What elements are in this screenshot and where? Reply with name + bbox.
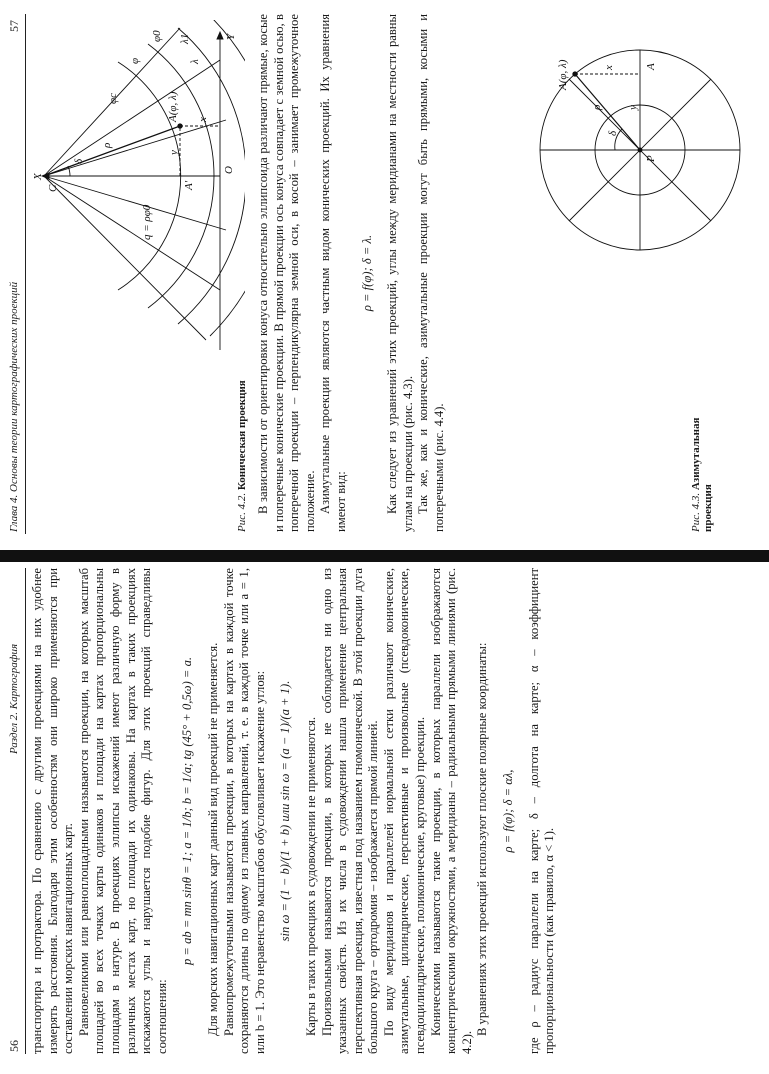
fig2-label: φ0 bbox=[151, 30, 163, 42]
paragraph: Коническими называются такие проекции, в которых параллели изображаются концентрическими окружностями, а меридианы – радиальными прямыми линиями (рис. 4.2). bbox=[428, 568, 474, 1054]
fig2-label: φ bbox=[129, 57, 141, 64]
figure-caption bbox=[690, 382, 714, 532]
fig3-label: δ bbox=[607, 130, 619, 136]
fig2-label: C bbox=[47, 184, 59, 192]
paragraph: транспортира и протрактора. По сравнению с другими проекциями на них удобнее измерять расстояния. Благодаря этим особенностям они широко применяются при составлении морских навигационных карт. bbox=[30, 568, 76, 1054]
left-page bbox=[0, 562, 769, 1074]
meridian-line bbox=[44, 120, 226, 176]
caption-number: Рис. 4.3. bbox=[690, 492, 702, 532]
figure-caption bbox=[236, 380, 248, 532]
fig3-label: A bbox=[645, 63, 657, 70]
caption-title: Азимутальная проекция bbox=[690, 417, 714, 532]
paragraph: Для морских навигационных карт данный вид проекций не применяется. bbox=[205, 642, 220, 1036]
fig3-label: A(φ, λ) bbox=[557, 59, 569, 90]
point-a bbox=[178, 124, 182, 128]
fig3-label: x bbox=[603, 65, 615, 70]
formula: ρ = f(φ); δ = αλ, bbox=[501, 769, 516, 853]
fig2-label: ρ bbox=[101, 142, 113, 148]
formula: p = ab = mn sinθ = 1; a = 1/b; b = 1/a; tg (45° + 0,5ω) = a. bbox=[180, 656, 195, 966]
fig2-label: x bbox=[197, 117, 209, 122]
fig3-label: ρ bbox=[591, 104, 603, 110]
paragraph: По виду меридианов и параллелей нормальной сетки различают конические, азимутальные, цилиндрические, перспективные и произвольные (псевдоконические, псевдоцилиндрические, поликонические, круговые) проекции. bbox=[381, 568, 428, 1054]
fig2-label: A' bbox=[183, 180, 195, 190]
paragraph: Карты в таких проекциях в судовождении не применяются. bbox=[303, 716, 318, 1036]
paragraph: Так же, как и конические, азимутальные проекции могут быть прямыми, косыми и поперечными (рис. 4.4). bbox=[416, 14, 446, 532]
meridian-line bbox=[44, 176, 220, 290]
figure-azimuthal-projection bbox=[520, 30, 760, 270]
paragraph: Азимутальные проекции являются частным видом конических проекций. Их уравнения имеют вид: bbox=[318, 14, 348, 532]
page-number: 57 bbox=[7, 20, 21, 32]
angle-delta-arc bbox=[68, 166, 70, 176]
fig2-label: Y bbox=[225, 33, 237, 40]
fig2-label: A(φ, λ) bbox=[167, 91, 179, 122]
paragraph: Равнопромежуточными называются проекции, в которых на картах в каждой точке сохраняются длины по одному из главных направлений, т. е. в каждой точке или a = 1, или b = 1. Это неравенство масштабов обусловливает искажение углов: bbox=[221, 568, 267, 1054]
fig2-label: X bbox=[32, 173, 44, 180]
radius-rho bbox=[44, 126, 180, 176]
paragraph: В зависимости от ориентировки конуса относительно эллипсоида различают прямые, косые и поперечные конические проекции. В прямой проекции ось конуса совпадает с земной осью, в поперечной проекции – перпендикулярна земной оси, в косой – занимает промежуточное положение. bbox=[256, 14, 317, 532]
fig3-label: P bbox=[645, 155, 657, 162]
point-a bbox=[573, 72, 577, 76]
meridian-line bbox=[44, 176, 206, 340]
paragraph: Равновеликими или равноплощадными называются проекции, на которых масштаб площадей во всех точках карты одинаков и площади на картах пропорциональны площадям в натуре. В проекциях эллипсы искажений имеют различную форму в различных местах карт, но площади их одинаковы. На картах в таких проекциях искажаются углы и нарушается подобие фигур. Для этих проекций справедливы соотношения: bbox=[76, 568, 169, 1054]
meridian-line bbox=[44, 57, 220, 176]
left-body bbox=[30, 568, 558, 1054]
fig2-label: O bbox=[223, 166, 235, 174]
parallel-arc bbox=[210, 20, 245, 336]
running-header: Раздел 2. Картография bbox=[8, 643, 20, 754]
paragraph: В уравнениях этих проекций используют плоские полярные координаты: bbox=[475, 642, 490, 1036]
right-body bbox=[256, 14, 448, 532]
y-axis-arrow bbox=[217, 32, 223, 39]
book-binding bbox=[0, 550, 769, 562]
fig2-label: q = ρφ0 bbox=[141, 204, 153, 240]
radius-rho bbox=[575, 74, 640, 150]
header-rule bbox=[25, 568, 26, 1054]
page-number: 56 bbox=[7, 1040, 21, 1052]
formula: ρ = f(φ); δ = λ. bbox=[359, 234, 374, 312]
fig3-label: y bbox=[627, 105, 639, 110]
running-header: Глава 4. Основы теории картографических проекций bbox=[8, 281, 20, 532]
paragraph: где ρ – радиус параллели на карте; δ – долгота на карте; α – коэффициент пропорциональности (как правило, α < 1). bbox=[526, 568, 557, 1054]
fig2-label: λ bbox=[189, 59, 201, 64]
figure-conic-projection bbox=[30, 20, 245, 360]
header-rule bbox=[25, 14, 26, 534]
fig2-label: δ bbox=[73, 158, 85, 164]
caption-title: Коническая проекция bbox=[236, 380, 248, 491]
fig2-label: y bbox=[168, 150, 180, 155]
fig2-label: φc bbox=[107, 93, 119, 104]
formula: sin ω = (1 − b)/(1 + b) или sin ω = (a − 1)/(a + 1). bbox=[278, 680, 293, 942]
paragraph: Произвольными называются проекции, в которых не соблюдается ни одно из указанных свойств. Из их числа в судовождении нашла применение центральная перспективная проекция, известная под названием гномонической. В этой проекции дуга большого круга – ортодромия – изображается прямой линией. bbox=[319, 568, 381, 1054]
paragraph: Как следует из уравнений этих проекций, углы между меридианами на местности равны углам на проекции (рис. 4.3). bbox=[385, 14, 415, 532]
fig2-label: λ1 bbox=[179, 33, 191, 44]
caption-number: Рис. 4.2. bbox=[236, 492, 248, 532]
